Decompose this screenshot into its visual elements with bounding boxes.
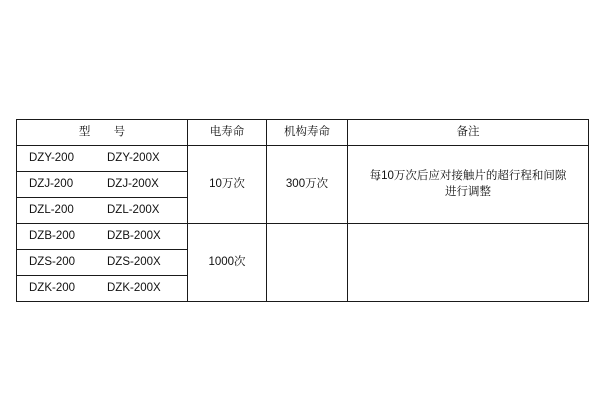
model-cell bbox=[17, 250, 188, 276]
model-name-primary: DZY-200 bbox=[29, 151, 74, 164]
remark-cell bbox=[348, 146, 589, 224]
table-header bbox=[17, 120, 589, 146]
model-name-primary: DZS-200 bbox=[29, 255, 76, 268]
column-header-model: 型 号 bbox=[17, 120, 188, 146]
model-name-variant: DZK-200X bbox=[107, 281, 161, 294]
model-cell bbox=[17, 172, 188, 198]
remark-line-1: 每10万次后应对接触片的超行程和间隙 bbox=[369, 169, 567, 182]
remark-cell bbox=[348, 224, 589, 302]
table-row bbox=[17, 224, 589, 250]
column-header-remark: 备注 bbox=[348, 120, 589, 146]
model-name-variant: DZS-200X bbox=[107, 255, 161, 268]
electrical-life-value: 10万次 bbox=[188, 146, 267, 224]
mechanical-life-value: 300万次 bbox=[267, 146, 348, 224]
model-name-primary: DZK-200 bbox=[29, 281, 76, 294]
model-cell bbox=[17, 276, 188, 302]
column-header-mechanical-life: 机构寿命 bbox=[267, 120, 348, 146]
model-name-variant: DZB-200X bbox=[107, 229, 161, 242]
model-name-variant: DZJ-200X bbox=[107, 177, 159, 190]
column-header-electrical-life: 电寿命 bbox=[188, 120, 267, 146]
mechanical-life-value bbox=[267, 224, 348, 302]
model-cell bbox=[17, 224, 188, 250]
table-row bbox=[17, 146, 589, 172]
table-header-row bbox=[17, 120, 589, 146]
electrical-life-value: 1000次 bbox=[188, 224, 267, 302]
model-name-variant: DZY-200X bbox=[107, 151, 160, 164]
specification-table bbox=[16, 119, 589, 302]
table-body bbox=[17, 146, 589, 302]
model-name-variant: DZL-200X bbox=[107, 203, 160, 216]
model-cell bbox=[17, 146, 188, 172]
model-name-primary: DZL-200 bbox=[29, 203, 74, 216]
remark-line-2: 进行调整 bbox=[445, 185, 491, 198]
model-name-primary: DZB-200 bbox=[29, 229, 76, 242]
model-name-primary: DZJ-200 bbox=[29, 177, 74, 190]
model-cell bbox=[17, 198, 188, 224]
